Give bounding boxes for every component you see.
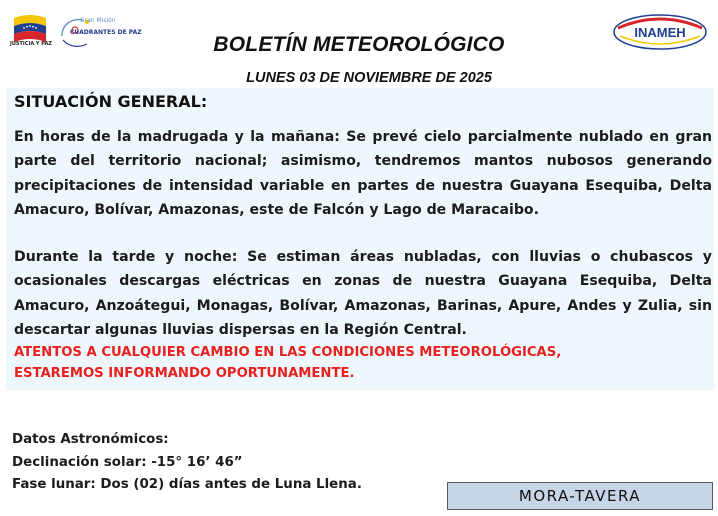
morning-forecast-paragraph: En horas de la madrugada y la mañana: Se prevé cielo parcialmente nublado en gran parte del territorio nacional; asimismo, tendremos mantos nubosos generando precipitaciones de intensidad variable en partes de nuestra Guayana Esequiba, Delta Amacuro, Bolívar, Amazonas, este de Falcón y Lago de Maracaibo. bbox=[14, 129, 712, 218]
situation-heading: SITUACIÓN GENERAL: bbox=[14, 92, 208, 111]
author-signature-box: MORA-TAVERA bbox=[447, 482, 713, 510]
alert-notice bbox=[14, 342, 712, 384]
astronomy-heading: Datos Astronómicos: bbox=[12, 432, 169, 447]
justicia-y-paz-caption: JUSTICIA Y PAZ bbox=[10, 41, 52, 47]
afternoon-forecast-paragraph: Durante la tarde y noche: Se estiman áreas nubladas, con lluvias o chubascos y ocasionales descargas eléctricas en zonas de nuestra Guayana Esequiba, Delta Amacuro, Anzoátegui, Monagas, Bolívar, Amazonas, Barinas, Apure, Andes y Zulia, sin descartar algunas lluvias dispersas en la Región Central. bbox=[14, 249, 712, 338]
cuadrantes-de-paz-label: CUADRANTES DE PAZ bbox=[70, 29, 142, 36]
astronomical-data bbox=[12, 429, 362, 497]
solar-declination: Declinación solar: -15° 16’ 46” bbox=[12, 454, 243, 470]
alert-line-1: ATENTOS A CUALQUIER CAMBIO EN LAS CONDICIONES METEOROLÓGICAS, bbox=[14, 345, 562, 360]
moon-phase: Fase lunar: Dos (02) días antes de Luna Llena. bbox=[12, 477, 362, 492]
alert-line-2: ESTAREMOS INFORMANDO OPORTUNAMENTE. bbox=[14, 366, 355, 381]
bulletin-title: BOLETÍN METEOROLÓGICO bbox=[213, 33, 505, 56]
bulletin-date: LUNES 03 DE NOVIEMBRE DE 2025 bbox=[246, 70, 492, 86]
gran-mision-label: Gran Misión bbox=[80, 17, 116, 24]
inameh-logo-text: INAMEH bbox=[634, 25, 686, 40]
